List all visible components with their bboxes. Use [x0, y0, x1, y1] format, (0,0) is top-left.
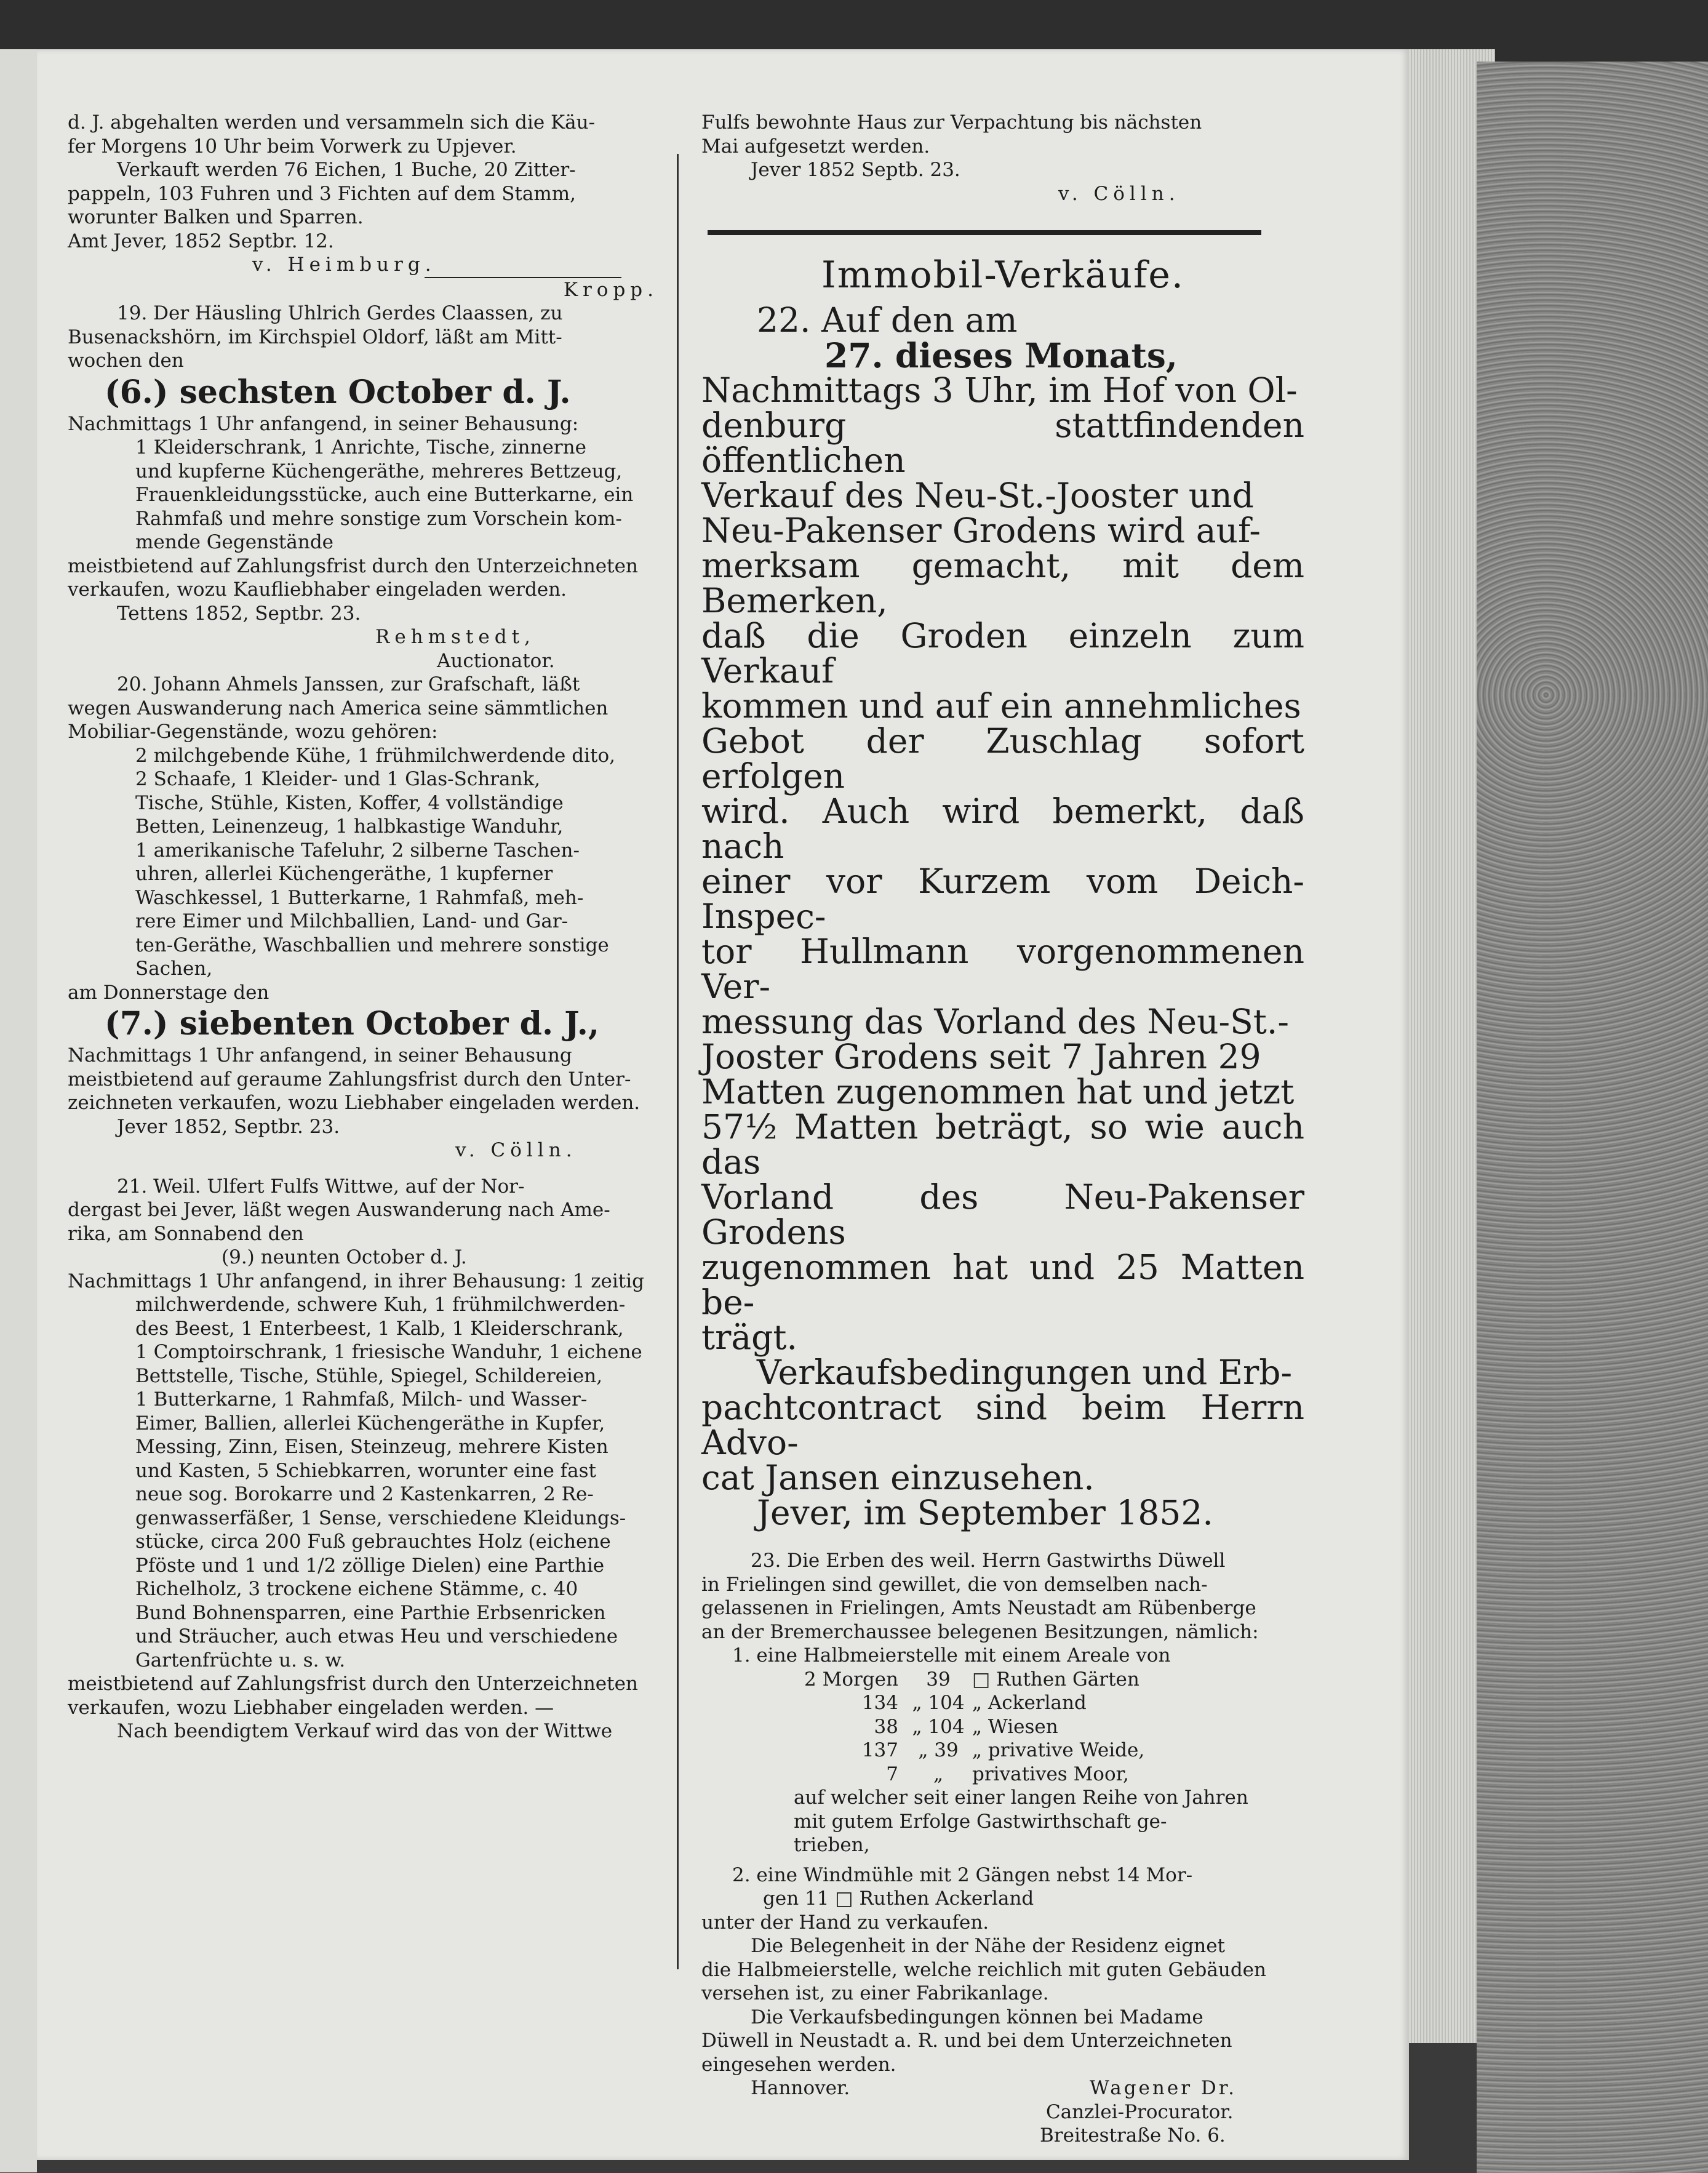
- auction-date: (7.) siebenten October d. J.,: [105, 1005, 599, 1042]
- previous-page-edge: [0, 49, 37, 2172]
- notice-22: [701, 300, 1304, 1532]
- text-line: 2 milchgebende Kühe, 1 frühmilchwerdende dito,: [135, 744, 615, 767]
- text-line: am Donnerstage den: [68, 981, 269, 1004]
- area-row: [763, 1715, 1304, 1739]
- text-line: Gebot der Zuschlag sofort erfolgen: [701, 721, 1304, 796]
- text-line: und Sträucher, auch etwas Heu und verschiedene: [135, 1625, 618, 1647]
- text-line: milchwerdende, schwere Kuh, 1 frühmilchwerden-: [135, 1294, 626, 1316]
- text-line: Jooster Grodens seit 7 Jahren 29: [701, 1037, 1261, 1076]
- text-line: 21. Weil. Ulfert Fulfs Wittwe, auf der Nor-: [117, 1175, 525, 1198]
- notice-19: [68, 302, 658, 673]
- text-line: tor Hullmann vorgenommenen Ver-: [701, 932, 1304, 1006]
- text-line: meistbietend auf geraume Zahlungsfrist durch den Unter-: [68, 1068, 631, 1091]
- notice-21: [68, 1175, 658, 1743]
- signature-address: Breitestraße No. 6.: [1040, 2124, 1226, 2147]
- left-column: [68, 111, 658, 1743]
- text-line: Verkaufsbedingungen und Erb-: [757, 1353, 1293, 1392]
- right-column: [701, 111, 1304, 2148]
- text-line: Verkauf des Neu-St.-Jooster und: [701, 476, 1254, 515]
- notice-heimburg: [68, 111, 658, 277]
- text-line: Mobiliar-Gegenstände, wozu gehören:: [68, 721, 438, 743]
- text-line: messung das Vorland des Neu-St.-: [701, 1002, 1289, 1041]
- text-line: denburg stattfindenden öffentlichen: [701, 406, 1304, 480]
- text-line: Richelholz, 3 trockene eichene Stämme, c. 40: [135, 1578, 578, 1600]
- text-line: 1 amerikanische Tafeluhr, 2 silberne Taschen-: [135, 839, 580, 862]
- text-line: pappeln, 103 Fuhren und 3 Fichten auf dem Stamm,: [68, 182, 577, 205]
- text-line: genwasserfäßer, 1 Sense, verschiedene Kleidungs-: [135, 1507, 626, 1529]
- text-line: rika, am Sonnabend den: [68, 1222, 304, 1245]
- area-row: [763, 1739, 1304, 1763]
- text-line: Tische, Stühle, Kisten, Koffer, 4 vollständige: [135, 791, 564, 814]
- text-line: d. J. abgehalten werden und versammeln sich die Käu-: [68, 111, 596, 134]
- text-line: 2. eine Windmühle mit 2 Gängen nebst 14 Mor-: [732, 1863, 1193, 1886]
- text-line: Nachmittags 3 Uhr, im Hof von Ol-: [701, 370, 1298, 410]
- text-line: trägt.: [701, 1318, 797, 1357]
- text-line: zugenommen hat und 25 Matten be-: [701, 1247, 1304, 1322]
- text-line: 1 Butterkarne, 1 Rahmfaß, Milch- und Wasser-: [135, 1388, 588, 1411]
- notice-21-continuation: [701, 111, 1304, 206]
- text-line: verkaufen, wozu Liebhaber eingeladen werden. —: [68, 1696, 554, 1719]
- area-use: „ Ackerland: [972, 1692, 1087, 1714]
- place: Hannover.: [751, 2077, 850, 2099]
- text-line: dergast bei Jever, läßt wegen Auswanderung nach Ame-: [68, 1199, 610, 1221]
- text-line: daß die Groden einzeln zum Verkauf: [701, 616, 1304, 690]
- area-rods: 39: [926, 1668, 951, 1691]
- text-line: wegen Auswanderung nach America seine sämmtlichen: [68, 697, 609, 719]
- area-rods: „ 39: [918, 1739, 959, 1761]
- text-line: 19. Der Häusling Uhlrich Gerdes Claassen, zu: [117, 302, 563, 324]
- text-line: Bettstelle, Tische, Stühle, Spiegel, Schildereien,: [135, 1364, 603, 1387]
- area-row: [763, 1691, 1304, 1715]
- book-binding: [1477, 62, 1708, 2173]
- section-divider: [708, 230, 1261, 235]
- text-line: Eimer, Ballien, allerlei Küchengeräthe in Kupfer,: [135, 1412, 605, 1435]
- text-line: uhren, allerlei Küchengeräthe, 1 kupferner: [135, 863, 553, 885]
- area-table: [763, 1668, 1304, 1787]
- text-line: Düwell in Neustadt a. R. und bei dem Unterzeichneten: [701, 2030, 1232, 2052]
- auction-date: (6.) sechsten October d. J.: [105, 373, 571, 411]
- text-line: kommen und auf ein annehmliches: [701, 686, 1301, 726]
- text-line: die Halbmeierstelle, welche reichlich mit guten Gebäuden: [701, 1958, 1266, 1981]
- text-line: zeichneten verkaufen, wozu Liebhaber eingeladen werden.: [68, 1092, 640, 1114]
- area-amount: 2 Morgen: [804, 1668, 898, 1691]
- text-line: Verkauft werden 76 Eichen, 1 Buche, 20 Zitter-: [117, 159, 576, 181]
- text-line: fer Morgens 10 Uhr beim Vorwerk zu Upjever.: [68, 135, 517, 158]
- text-line: neue sog. Borokarre und 2 Kastenkarren, 2 Re-: [135, 1483, 594, 1505]
- text-line: mende Gegenstände: [135, 531, 334, 553]
- text-line: eingesehen werden.: [701, 2053, 896, 2076]
- text-line: gen 11 □ Ruthen Ackerland: [763, 1887, 1034, 1910]
- text-line: versehen ist, zu einer Fabrikanlage.: [701, 1982, 1049, 2004]
- text-line: Rahmfaß und mehre sonstige zum Vorschein kom-: [135, 507, 622, 530]
- text-line: trieben,: [794, 1834, 870, 1856]
- signature: Wagener Dr.: [1090, 2077, 1237, 2099]
- text-line: Betten, Leinenzeug, 1 halbkastige Wanduhr,: [135, 815, 564, 838]
- text-line: mit gutem Erfolge Gastwirthschaft ge-: [794, 1810, 1167, 1833]
- text-line: merksam gemacht, mit dem Bemerken,: [701, 546, 1304, 620]
- area-use: □ Ruthen Gärten: [972, 1668, 1139, 1691]
- text-line: Fulfs bewohnte Haus zur Verpachtung bis nächsten: [701, 111, 1202, 134]
- text-line: verkaufen, wozu Kaufliebhaber eingeladen werden.: [68, 578, 567, 601]
- text-line: 57½ Matten beträgt, so wie auch das: [701, 1107, 1304, 1182]
- text-line: meistbietend auf Zahlungsfrist durch den Unterzeichneten: [68, 554, 638, 577]
- text-line: Pföste und 1 und 1/2 zöllige Dielen) eine Parthie: [135, 1554, 605, 1577]
- text-line: cat Jansen einzusehen.: [701, 1458, 1095, 1497]
- section-label: Kropp.: [563, 278, 658, 301]
- auction-date: 27. dieses Monats,: [824, 335, 1178, 375]
- text-line: an der Bremerchaussee belegenen Besitzungen, nämlich:: [701, 1620, 1259, 1643]
- text-line: ten-Geräthe, Waschballien und mehrere sonstige: [135, 934, 609, 956]
- text-line: 1 Kleiderschrank, 1 Anrichte, Tische, zinnerne: [135, 436, 586, 458]
- text-line: Jever 1852 Septb. 23.: [751, 159, 960, 181]
- signature-row: [701, 2076, 1304, 2100]
- text-line: wird. Auch wird bemerkt, daß nach: [701, 791, 1304, 866]
- text-line: Frauenkleidungsstücke, auch eine Butterkarne, ein: [135, 484, 634, 506]
- text-line: meistbietend auf Zahlungsfrist durch den Unterzeichneten: [68, 1673, 638, 1695]
- area-row: [763, 1763, 1304, 1787]
- text-line: unter der Hand zu verkaufen.: [701, 1911, 989, 1934]
- text-line: in Frielingen sind gewillet, die von demselben nach-: [701, 1573, 1208, 1596]
- column-rule: [677, 154, 679, 1969]
- text-line: pachtcontract sind beim Herrn Advo-: [701, 1388, 1304, 1462]
- text-line: Vorland des Neu-Pakenser Grodens: [701, 1177, 1304, 1252]
- text-line: Nach beendigtem Verkauf wird das von der Wittwe: [117, 1720, 613, 1742]
- text-line: einer vor Kurzem vom Deich-Inspec-: [701, 862, 1304, 936]
- notice-23: [701, 1549, 1304, 2148]
- area-use: „ privative Weide,: [972, 1739, 1145, 1761]
- text-line: und Kasten, 5 Schiebkarren, worunter eine fast: [135, 1459, 596, 1482]
- text-line: Die Verkaufsbedingungen können bei Madame: [751, 2006, 1203, 2028]
- text-line: Nachmittags 1 Uhr anfangend, in ihrer Behausung: 1 zeitig: [68, 1270, 645, 1292]
- signature: v. Cölln.: [455, 1139, 577, 1161]
- area-amount: 7: [886, 1763, 898, 1785]
- text-line: wochen den: [68, 350, 184, 372]
- area-rods: „ 104: [912, 1692, 965, 1714]
- area-amount: 137: [861, 1739, 898, 1761]
- notice-20: [68, 673, 658, 1163]
- text-line: Busenackshörn, im Kirchspiel Oldorf, läßt am Mitt-: [68, 326, 562, 348]
- text-line: auf welcher seit einer langen Reihe von Jahren: [794, 1787, 1248, 1809]
- text-line: Neu-Pakenser Grodens wird auf-: [701, 511, 1261, 550]
- text-line: 2 Schaafe, 1 Kleider- und 1 Glas-Schrank,: [135, 768, 541, 790]
- text-line: Messing, Zinn, Eisen, Steinzeug, mehrere Kisten: [135, 1436, 609, 1458]
- text-line: 1 Comptoirschrank, 1 friesische Wanduhr, 1 eichene: [135, 1341, 642, 1363]
- text-line: Nachmittags 1 Uhr anfangend, in seiner Behausung:: [68, 412, 579, 435]
- text-line: Gartenfrüchte u. s. w.: [135, 1649, 346, 1671]
- area-rods: „: [933, 1763, 944, 1785]
- area-row: [763, 1668, 1304, 1692]
- text-line: Jever 1852, Septbr. 23.: [117, 1115, 340, 1138]
- text-line: rere Eimer und Milchballien, Land- und Gar-: [135, 910, 569, 932]
- text-line: Nachmittags 1 Uhr anfangend, in seiner Behausung: [68, 1044, 572, 1066]
- area-use: „ Wiesen: [972, 1715, 1058, 1738]
- section-heading: Immobil-Verkäufe.: [821, 254, 1184, 297]
- text-line: 20. Johann Ahmels Janssen, zur Grafschaft, läßt: [117, 673, 580, 695]
- text-line: Die Belegenheit in der Nähe der Residenz eignet: [751, 1935, 1226, 1957]
- text-line: stücke, circa 200 Fuß gebrauchtes Holz (eichene: [135, 1531, 611, 1553]
- text-line: 22. Auf den am: [757, 300, 1018, 340]
- area-rods: „ 104: [912, 1715, 965, 1738]
- area-use: privatives Moor,: [972, 1763, 1129, 1785]
- text-line: des Beest, 1 Enterbeest, 1 Kalb, 1 Kleiderschrank,: [135, 1317, 624, 1340]
- text-line: und kupferne Küchengeräthe, mehreres Bettzeug,: [135, 460, 623, 482]
- signature: v. Cölln.: [1058, 182, 1180, 205]
- text-line: Amt Jever, 1852 Septbr. 12.: [68, 230, 334, 252]
- text-line: Jever, im September 1852.: [757, 1493, 1213, 1532]
- signature: Rehmstedt,: [375, 626, 535, 648]
- text-line: Sachen,: [135, 958, 213, 980]
- area-amount: 38: [874, 1715, 898, 1738]
- text-line: Mai aufgesetzt werden.: [701, 135, 930, 158]
- text-line: Waschkessel, 1 Butterkarne, 1 Rahmfaß, meh-: [135, 886, 584, 909]
- signature-title: Auctionator.: [437, 649, 555, 672]
- text-line: worunter Balken und Sparren.: [68, 206, 364, 228]
- text-line: Tettens 1852, Septbr. 23.: [117, 602, 361, 625]
- signature: v. Heimburg.: [252, 254, 436, 276]
- text-line: Bund Bohnensparren, eine Parthie Erbsenricken: [135, 1601, 606, 1624]
- text-line: 1. eine Halbmeierstelle mit einem Areale von: [732, 1644, 1171, 1667]
- text-line: Matten zugenommen hat und jetzt: [701, 1072, 1295, 1111]
- text-line: gelassenen in Frielingen, Amts Neustadt am Rübenberge: [701, 1597, 1256, 1619]
- auction-date: (9.) neunten October d. J.: [221, 1246, 467, 1268]
- area-amount: 134: [861, 1692, 898, 1714]
- text-line: 23. Die Erben des weil. Herrn Gastwirths Düwell: [751, 1550, 1226, 1572]
- signature-title: Canzlei-Procurator.: [1046, 2100, 1234, 2123]
